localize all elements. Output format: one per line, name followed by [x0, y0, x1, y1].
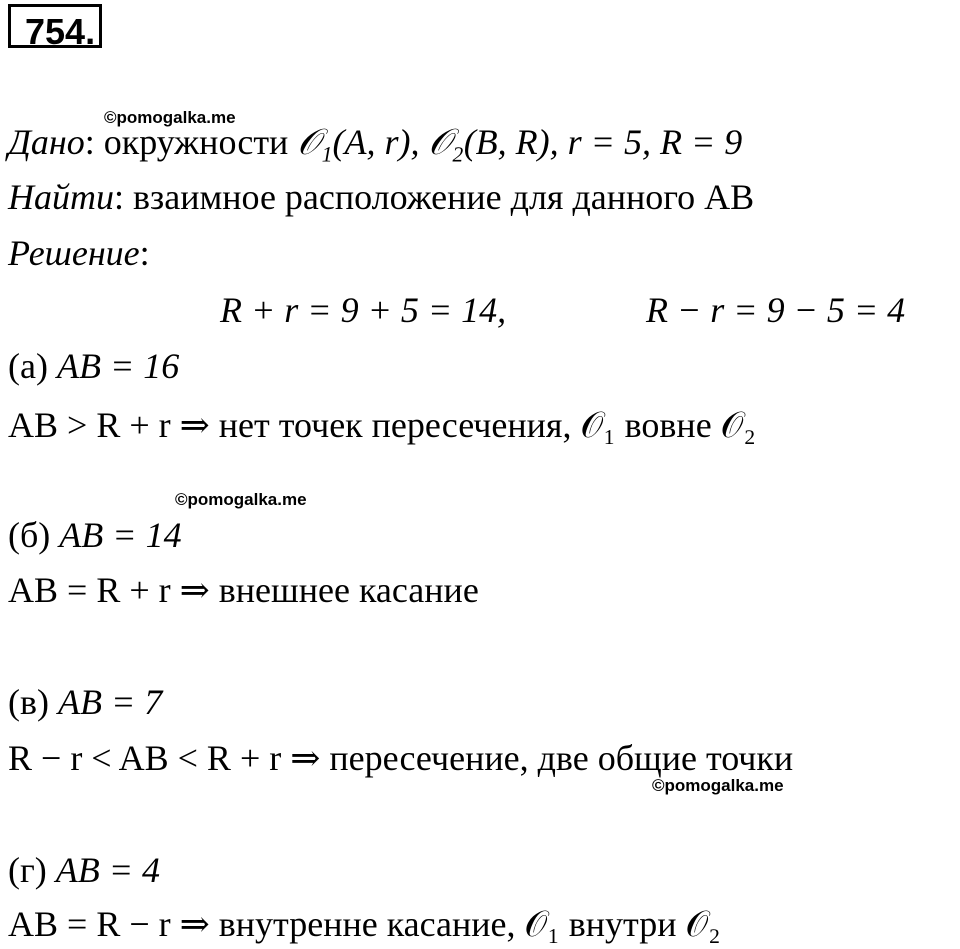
- find-label: Найти: [8, 177, 114, 217]
- case-d-line: [8, 850, 160, 890]
- case-c-result: R − r < AB < R + r ⇒ пересечение, две общие точки: [8, 738, 794, 778]
- case-a-result: AB > R + r ⇒ нет точек пересечения, 𝒪₁ вовне 𝒪₂: [8, 405, 756, 445]
- formula-sum: R + r = 9 + 5 = 14,: [220, 290, 507, 330]
- case-d-label: (г): [8, 850, 47, 890]
- case-c-line: [8, 682, 162, 722]
- case-c-label: (в): [8, 682, 49, 722]
- case-d-result: AB = R − r ⇒ внутренне касание, 𝒪₁ внутри 𝒪₂: [8, 904, 721, 944]
- watermark: ©pomogalka.me: [104, 108, 236, 127]
- case-c-condition: AB = 7: [57, 682, 163, 722]
- given-circles: 𝒪₁(A, r), 𝒪₂(B, R), r = 5, R = 9: [297, 122, 743, 162]
- given-sep: : окружности: [84, 122, 298, 162]
- case-a-line: [8, 346, 179, 386]
- given-label: Дано: [8, 122, 85, 162]
- case-d-condition: AB = 4: [55, 850, 161, 890]
- find-text: : взаимное расположение для данного AB: [114, 177, 755, 217]
- case-b-condition: AB = 14: [59, 515, 182, 555]
- case-a-condition: AB = 16: [56, 346, 180, 386]
- watermark: ©pomogalka.me: [652, 776, 784, 795]
- problem-number: 754.: [25, 11, 96, 52]
- case-b-label: (б): [8, 515, 51, 555]
- find-line: [8, 177, 754, 217]
- case-b-line: [8, 515, 182, 555]
- given-line: [8, 122, 742, 162]
- solution-line: [8, 233, 150, 273]
- formula-diff: R − r = 9 − 5 = 4: [646, 290, 906, 330]
- case-b-result: AB = R + r ⇒ внешнее касание: [8, 570, 479, 610]
- problem-number-box: [8, 4, 102, 52]
- case-a-label: (а): [8, 346, 48, 386]
- watermark: ©pomogalka.me: [175, 490, 307, 509]
- solution-sep: :: [139, 233, 150, 273]
- solution-label: Решение: [8, 233, 140, 273]
